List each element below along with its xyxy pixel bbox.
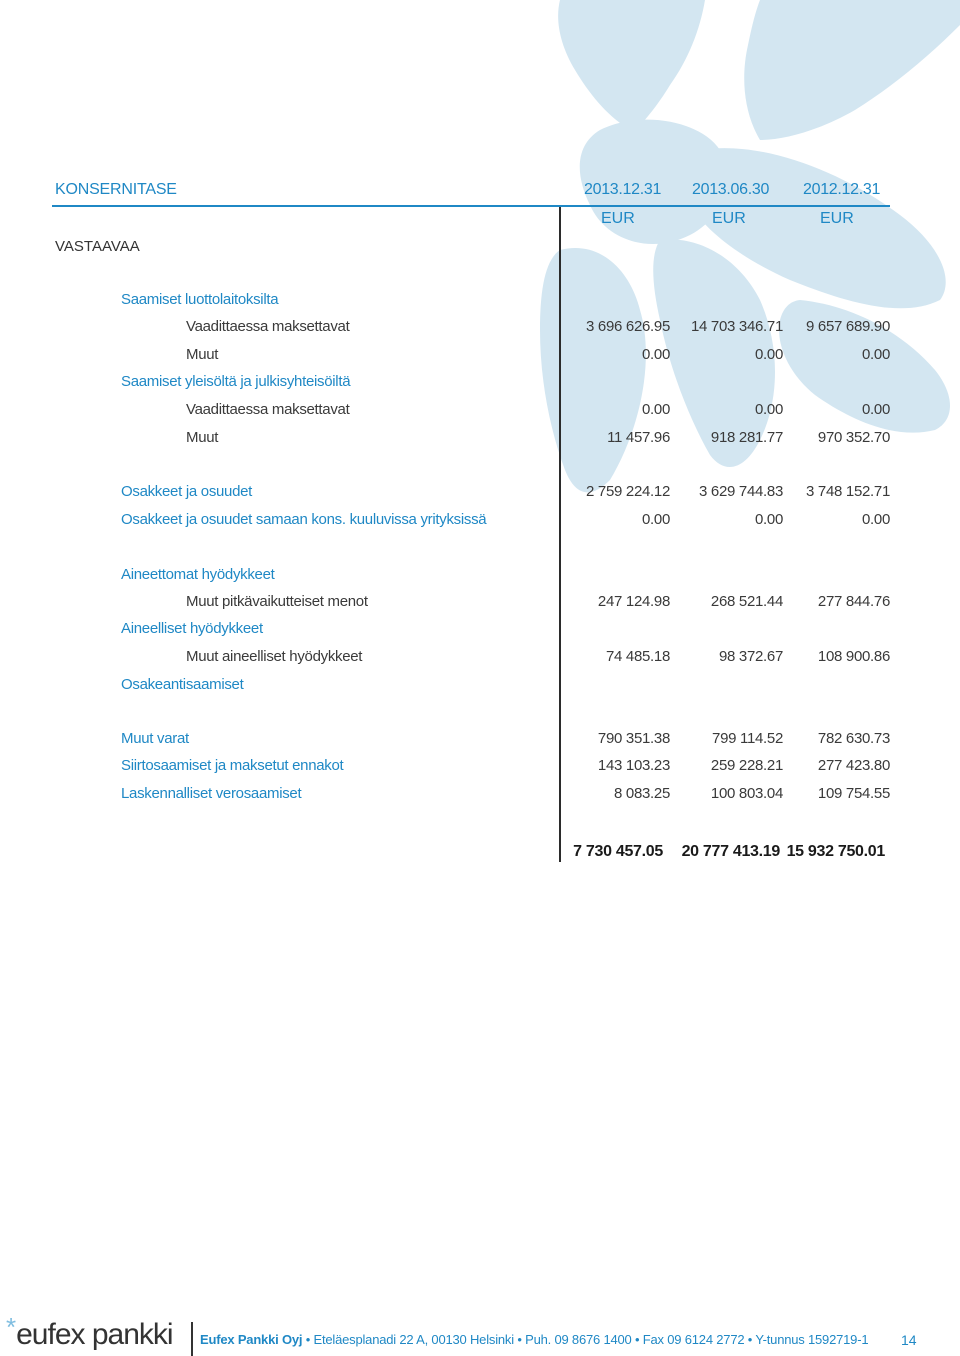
row-value-1: 74 485.18 — [605, 648, 670, 665]
row-value-1: 0.00 — [642, 346, 670, 363]
table-row — [0, 373, 960, 395]
row-value-3: 277 844.76 — [817, 593, 890, 610]
currency-label-3: EUR — [820, 210, 854, 227]
row-value-1: 247 124.98 — [597, 593, 670, 610]
footer-divider — [191, 1322, 193, 1356]
currency-label-2: EUR — [712, 210, 746, 227]
section-title: VASTAAVAA — [55, 238, 140, 255]
total-value-3: 15 932 750.01 — [786, 843, 885, 860]
table-row — [0, 483, 960, 505]
footer-separator: • — [631, 1332, 643, 1347]
row-value-3: 277 423.80 — [817, 757, 890, 774]
table-row — [0, 566, 960, 588]
row-value-1: 790 351.38 — [597, 730, 670, 747]
row-label: Saamiset luottolaitoksilta — [121, 291, 279, 308]
table-row — [0, 648, 960, 670]
footer-company: Eufex Pankki Oyj — [200, 1332, 303, 1347]
total-value-2: 20 777 413.19 — [681, 843, 780, 860]
asterisk-logo-icon: * — [6, 1312, 16, 1342]
row-value-2: 98 372.67 — [718, 648, 783, 665]
row-value-3: 782 630.73 — [817, 730, 890, 747]
row-label: Laskennalliset verosaamiset — [121, 785, 302, 802]
row-value-2: 0.00 — [755, 346, 783, 363]
row-label: Aineettomat hyödykkeet — [121, 566, 275, 583]
row-label: Aineelliset hyödykkeet — [121, 620, 263, 637]
table-row — [0, 676, 960, 698]
row-value-3: 9 657 689.90 — [806, 318, 890, 335]
table-row — [0, 730, 960, 752]
column-date-3: 2012.12.31 — [803, 181, 881, 198]
table-row — [0, 291, 960, 313]
row-label: Saamiset yleisöltä ja julkisyhteisöiltä — [121, 373, 351, 390]
row-value-1: 2 759 224.12 — [586, 483, 670, 500]
footer-separator: • — [513, 1332, 526, 1347]
row-value-2: 918 281.77 — [710, 429, 783, 446]
footer-fax: Fax 09 6124 2772 — [642, 1332, 745, 1347]
row-value-1: 3 696 626.95 — [586, 318, 670, 335]
row-value-3: 108 900.86 — [817, 648, 890, 665]
row-value-2: 268 521.44 — [710, 593, 783, 610]
table-row — [0, 620, 960, 642]
footer-separator: • — [744, 1332, 756, 1347]
row-label: Muut varat — [121, 730, 189, 747]
page-number: 14 — [901, 1332, 917, 1348]
row-value-1: 0.00 — [642, 511, 670, 528]
row-value-2: 0.00 — [755, 511, 783, 528]
column-date-2: 2013.06.30 — [692, 181, 770, 198]
row-value-3: 3 748 152.71 — [806, 483, 890, 500]
row-value-3: 109 754.55 — [817, 785, 890, 802]
table-row — [0, 346, 960, 368]
table-row — [0, 757, 960, 779]
row-value-1: 0.00 — [642, 401, 670, 418]
row-value-1: 11 457.96 — [607, 429, 670, 446]
footer-phone: Puh. 09 8676 1400 — [525, 1332, 632, 1347]
row-label: Muut — [186, 346, 219, 363]
row-value-3: 0.00 — [862, 346, 890, 363]
table-row — [0, 429, 960, 451]
row-value-3: 970 352.70 — [817, 429, 890, 446]
row-value-2: 259 228.21 — [710, 757, 783, 774]
row-value-2: 0.00 — [755, 401, 783, 418]
footer-business-id: Y-tunnus 1592719-1 — [755, 1332, 869, 1347]
logo-text: eufex pankki — [16, 1318, 173, 1351]
row-value-2: 3 629 744.83 — [699, 483, 783, 500]
eufex-logo — [6, 1312, 173, 1352]
row-label: Osakkeet ja osuudet samaan kons. kuuluvissa yrityksissä — [121, 511, 487, 528]
table-row — [0, 401, 960, 423]
row-label: Muut — [186, 429, 219, 446]
row-value-2: 799 114.52 — [712, 730, 783, 747]
footer-contact — [200, 1332, 868, 1347]
row-value-2: 14 703 346.71 — [690, 318, 783, 335]
header-rule — [52, 205, 890, 207]
table-row — [0, 318, 960, 340]
footer-separator: • — [302, 1332, 314, 1347]
table-row — [0, 593, 960, 615]
currency-label-1: EUR — [601, 210, 635, 227]
table-row — [0, 511, 960, 533]
column-date-1: 2013.12.31 — [584, 181, 662, 198]
table-row — [0, 785, 960, 807]
row-label: Siirtosaamiset ja maksetut ennakot — [121, 757, 344, 774]
row-label: Vaadittaessa maksettavat — [186, 318, 350, 335]
row-value-3: 0.00 — [862, 401, 890, 418]
row-value-3: 0.00 — [862, 511, 890, 528]
row-value-1: 143 103.23 — [597, 757, 670, 774]
row-label: Muut aineelliset hyödykkeet — [186, 648, 363, 665]
footer-address: Eteläesplanadi 22 A, 00130 Helsinki — [313, 1332, 514, 1347]
row-label: Muut pitkävaikutteiset menot — [186, 593, 368, 610]
document-title: KONSERNITASE — [55, 181, 177, 198]
row-value-1: 8 083.25 — [614, 785, 670, 802]
total-value-1: 7 730 457.05 — [573, 843, 663, 860]
row-label: Vaadittaessa maksettavat — [186, 401, 350, 418]
row-label: Osakeantisaamiset — [121, 676, 244, 693]
row-value-2: 100 803.04 — [710, 785, 783, 802]
row-label: Osakkeet ja osuudet — [121, 483, 253, 500]
